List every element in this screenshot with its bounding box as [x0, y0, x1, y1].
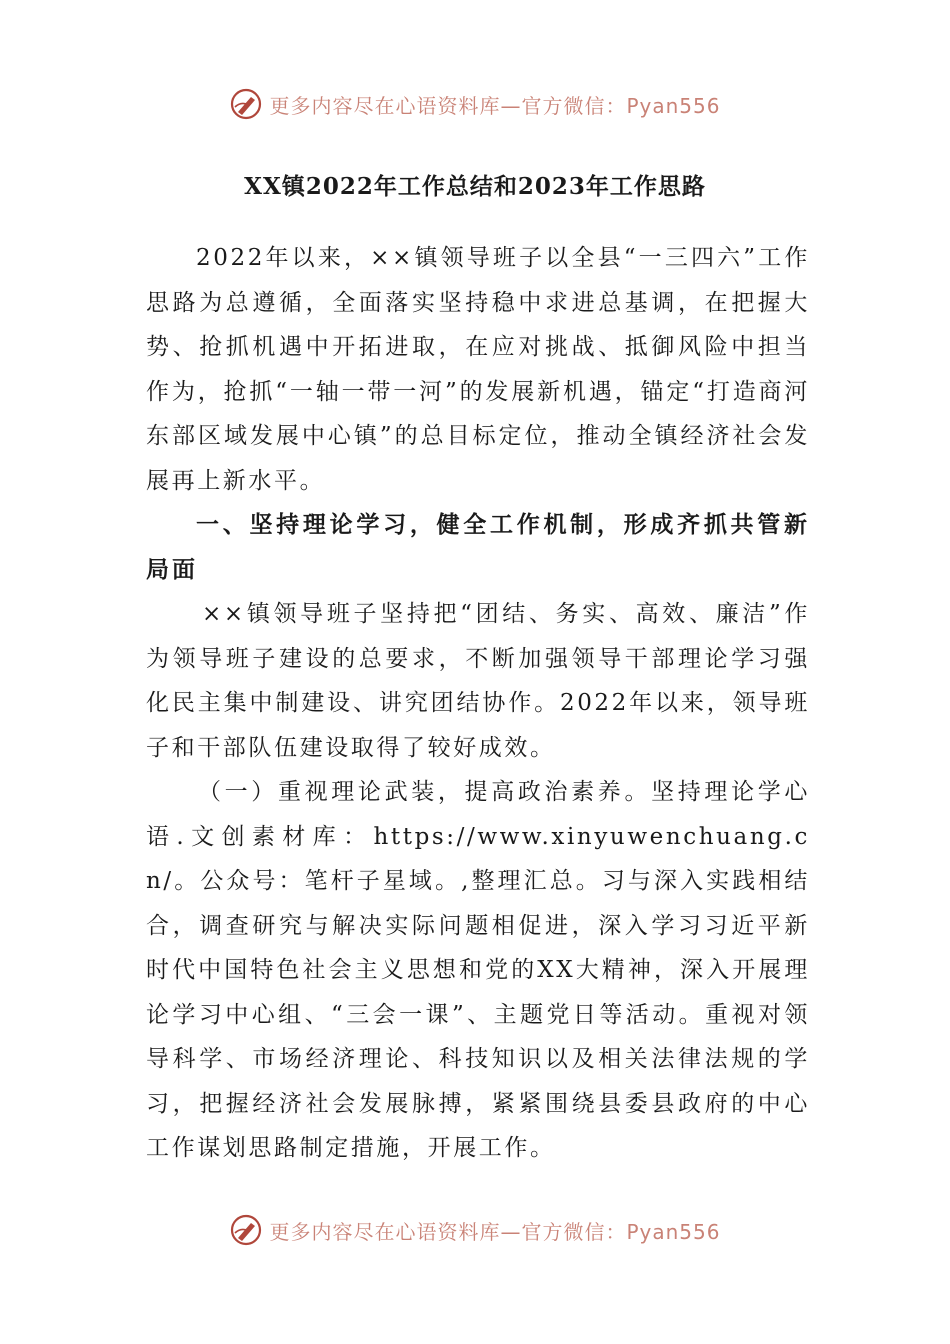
document-title: XX镇2022年工作总结和2023年工作思路 [244, 173, 706, 200]
pen-nib-logo-icon [229, 87, 263, 121]
footer-watermark-banner [0, 1210, 950, 1250]
subsection-paragraph-1: （一）重视理论武装，提高政治素养。坚持理论学心语.文创素材库：https://www.xinyuwenchuang.cn/。公众号：笔杆子星域。,整理汇总。习与深入实践相结合，调查研究与解决实际问题相促进，深入学习习近平新时代中国特色社会主义思想和党的XX大精神，深入开展理论学习中心组、“三会一课”、主题党日等活动。重视对领导科学、市场经济理论、科技知识以及相关法律法规的学习，把握经济社会发展脉搏，紧紧围绕县委县政府的中心工作谋划思路制定措施，开展工作。 [146, 779, 810, 1161]
section-heading-1: 一、坚持理论学习，健全工作机制，形成齐抓共管新局面 [146, 511, 810, 583]
watermark-text: 更多内容尽在心语资料库—官方微信：Pyan556 [269, 1219, 721, 1244]
header-watermark-banner [0, 84, 950, 124]
body-paragraph: ××镇领导班子坚持把“团结、务实、高效、廉洁”作为领导班子建设的总要求，不断加强领导干部理论学习强化民主集中制建设、讲究团结协作。2022年以来，领导班子和干部队伍建设取得了较好成效。 [146, 601, 810, 761]
intro-paragraph: 2022年以来，××镇领导班子以全县“一三四六”工作思路为总遵循，全面落实坚持稳中求进总基调，在把握大势、抢抓机遇中开拓进取，在应对挑战、抵御风险中担当作为，抢抓“一轴一带一河”的发展新机遇，锚定“打造商河东部区域发展中心镇”的总目标定位，推动全镇经济社会发展再上新水平。 [146, 245, 810, 494]
watermark-text: 更多内容尽在心语资料库—官方微信：Pyan556 [269, 93, 721, 118]
document-body [146, 236, 810, 1171]
pen-nib-logo-icon [229, 1213, 263, 1247]
